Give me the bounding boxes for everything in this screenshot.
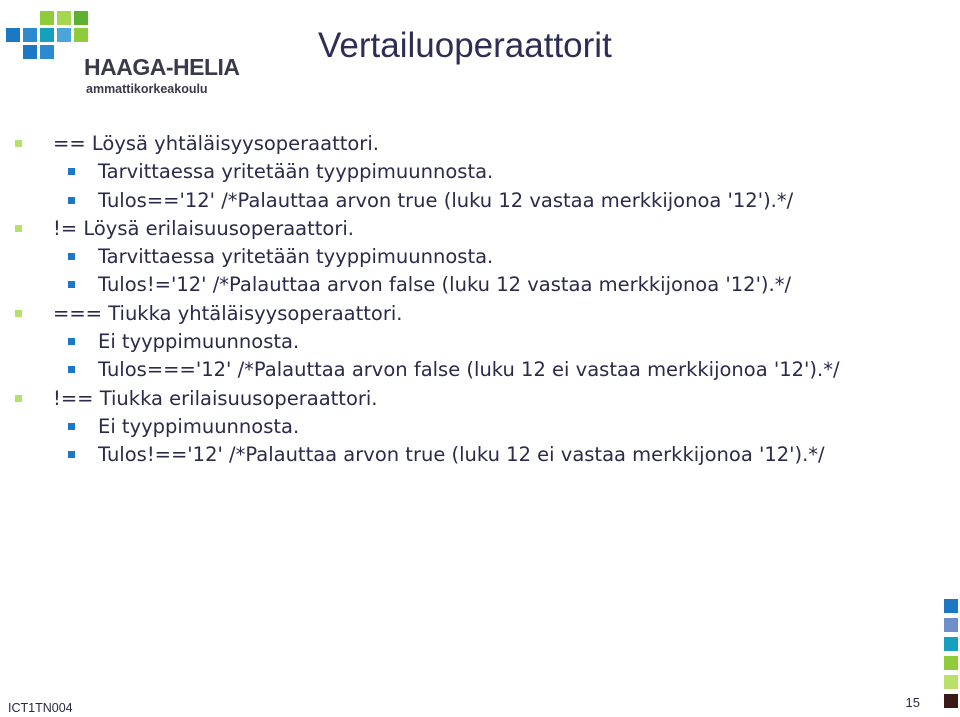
bullet-square-icon [68, 451, 75, 458]
bullet-square-icon [15, 225, 22, 232]
bullet-square-icon [68, 366, 75, 373]
list-item-text: Tulos!='12' /*Palauttaa arvon false (luku 12 vastaa merkkijonoa '12').*/ [98, 273, 792, 297]
logo-subtitle: ammattikorkeakoulu [86, 82, 208, 96]
list-item [0, 441, 930, 469]
course-code: ICT1TN004 [8, 701, 73, 715]
list-item-text: Ei tyyppimuunnosta. [98, 330, 300, 354]
list-item-text: !== Tiukka erilaisuusoperaattori. [53, 386, 378, 410]
list-item-text: Ei tyyppimuunnosta. [98, 414, 300, 438]
list-item-text: Tulos!=='12' /*Palauttaa arvon true (luku 12 ei vastaa merkkijonoa '12').*/ [98, 443, 825, 467]
list-item [0, 385, 930, 413]
bullet-square-icon [68, 168, 75, 175]
corner-square [944, 637, 958, 651]
list-item-text: == Löysä yhtäläisyysoperaattori. [53, 132, 379, 155]
list-item-text: Tulos==='12' /*Palauttaa arvon false (luku 12 ei vastaa merkkijonoa '12').*/ [98, 358, 840, 382]
corner-square [944, 656, 958, 670]
bullet-square-icon [68, 253, 75, 260]
bullet-square-icon [15, 310, 22, 317]
bullet-square-icon [68, 338, 75, 345]
list-item-text: Tarvittaessa yritetään tyyppimuunnosta. [98, 160, 494, 184]
corner-square [944, 599, 958, 613]
list-item-text: === Tiukka yhtäläisyysoperaattori. [53, 301, 403, 325]
list-item [0, 356, 930, 384]
corner-square [944, 675, 958, 689]
list-item [0, 328, 930, 356]
page-number: 15 [905, 695, 920, 710]
color-squares-decoration [944, 599, 958, 713]
slide-title: Vertailuoperaattorit [318, 26, 612, 65]
bullet-square-icon [68, 281, 75, 288]
list-item-text: Tarvittaessa yritetään tyyppimuunnosta. [98, 245, 494, 269]
logo-name: HAAGA-HELIA [84, 54, 240, 80]
list-item [0, 300, 930, 328]
list-item-text: Tulos=='12' /*Palauttaa arvon true (luku 12 vastaa merkkijonoa '12').*/ [98, 188, 794, 212]
list-item [0, 271, 930, 299]
bullet-square-icon [15, 140, 22, 147]
bullet-square-icon [15, 395, 22, 402]
list-item-text: != Löysä erilaisuusoperaattori. [53, 216, 354, 240]
corner-square [944, 694, 958, 708]
list-item [0, 413, 930, 441]
list-item [0, 130, 930, 158]
corner-square [944, 618, 958, 632]
bullet-square-icon [68, 423, 75, 430]
bullet-square-icon [68, 197, 75, 204]
list-item [0, 158, 930, 186]
list-item [0, 243, 930, 271]
bullet-list [0, 130, 930, 470]
haaga-helia-logo [6, 6, 240, 96]
list-item [0, 187, 930, 215]
list-item [0, 215, 930, 243]
